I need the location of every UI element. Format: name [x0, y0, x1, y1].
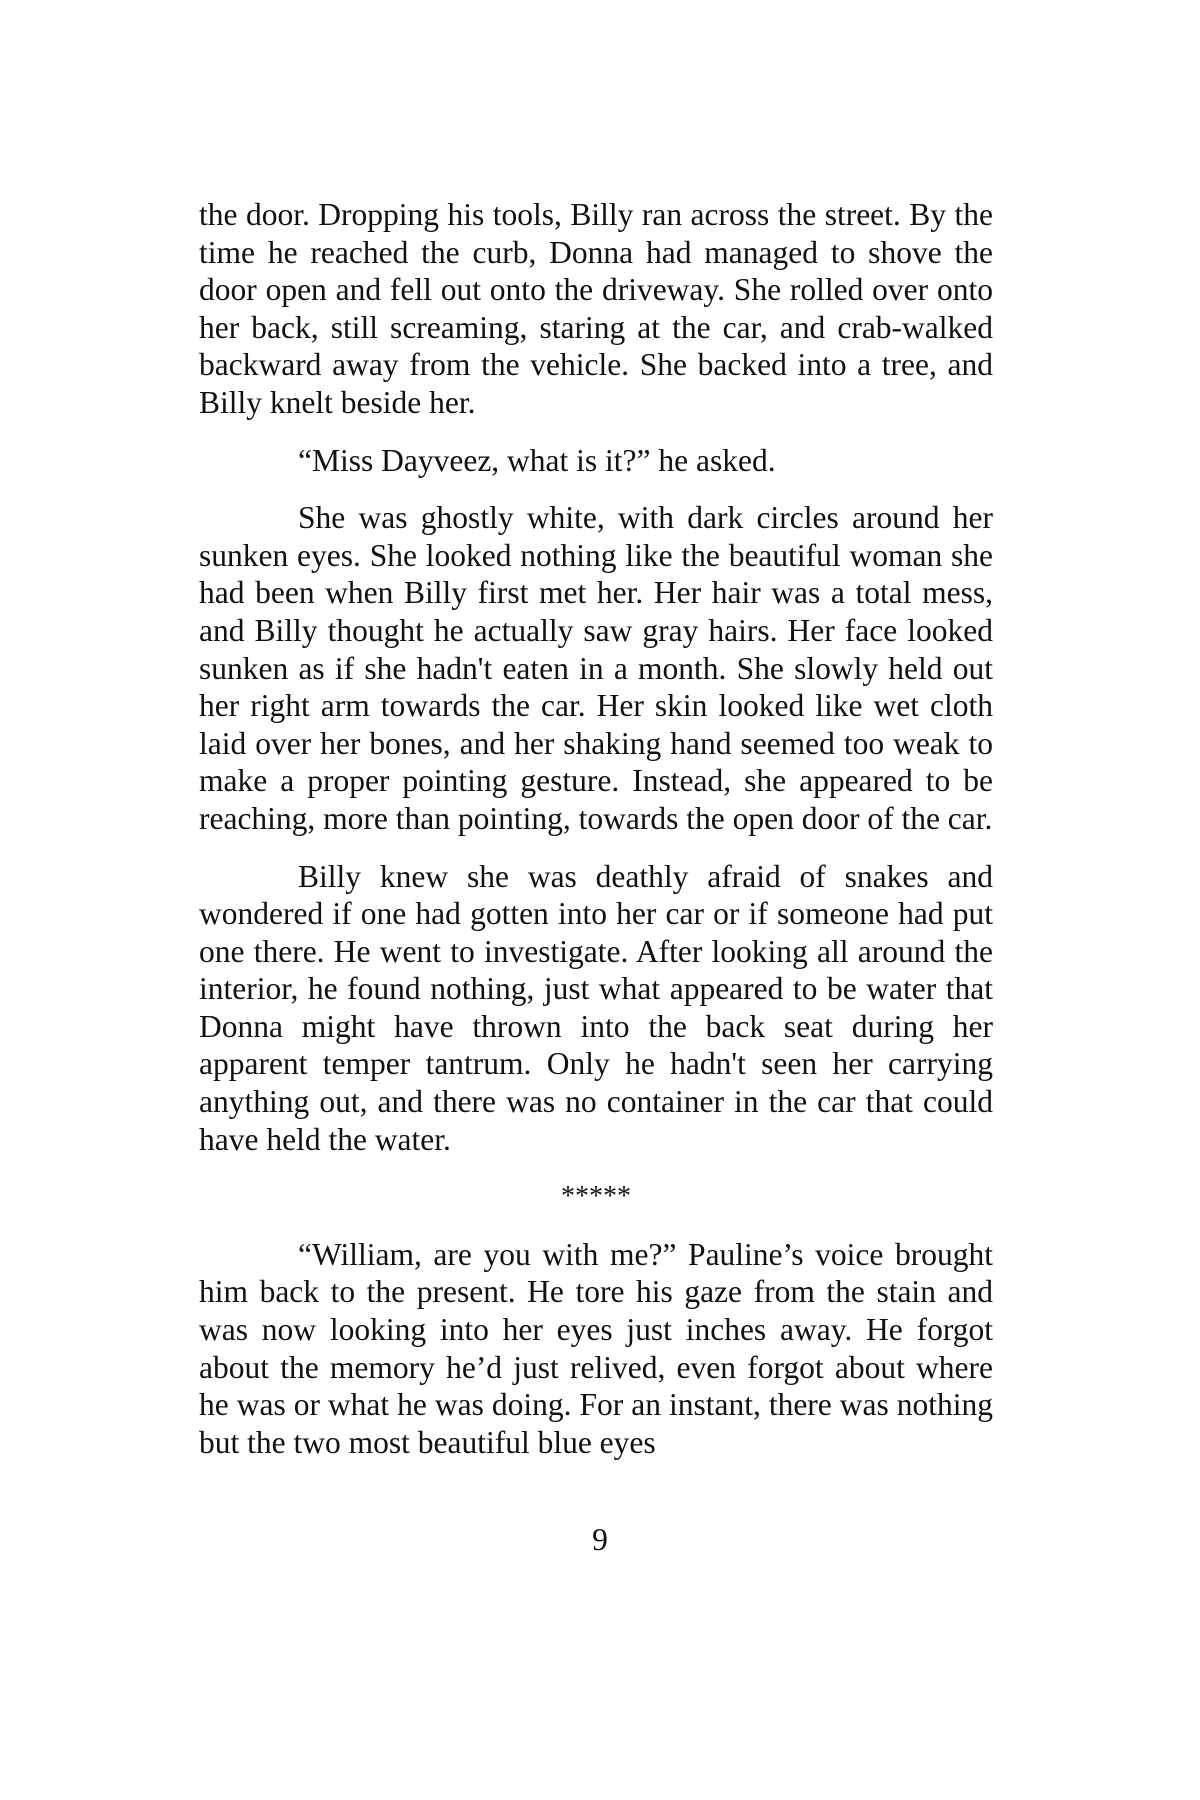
paragraph-description: She was ghostly white, with dark circles around her sunken eyes. She looked nothing like the beautiful woman she had been when Billy first met her. Her hair was a total mess, and Billy thought he actually saw gray hairs. Her face looked sunken as if she hadn't eaten in a month. She slowly held out her right arm towards the car. Her skin looked like wet cloth laid over her bones, and her shaking hand seemed too weak to make a proper pointing gesture. Instead, she appeared to be reaching, more than pointing, towards the open door of the car. — [199, 500, 993, 836]
paragraph-continuation: the door. Dropping his tools, Billy ran across the street. By the time he reached the curb, Donna had managed to shove the door open and fell out onto the driveway. She rolled over onto her back, still screaming, staring at the car, and crab-walked backward away from the vehicle. She backed into a tree, and Billy knelt beside her. — [199, 197, 993, 420]
paragraph-investigation: Billy knew she was deathly afraid of snakes and wondered if one had gotten into her car or if someone had put one there. He went to investigate. After looking all around the interior, he found nothing, just what appeared to be water that Donna might have thrown into the back seat during her apparent temper tantrum. Only he hadn't seen her carrying anything out, and there was no container in the car that could have held the water. — [199, 858, 993, 1157]
paragraph-dialogue: “Miss Dayveez, what is it?” he asked. — [298, 442, 776, 478]
body-text — [199, 196, 993, 1481]
page-number: 9 — [592, 1522, 608, 1557]
scene-break: ***** — [561, 1181, 631, 1213]
paragraph-present: “William, are you with me?” Pauline’s voice brought him back to the present. He tore his gaze from the stain and was now looking into her eyes just inches away. He forgot about the memory he’d just relived, even forgot about where he was or what he was doing. For an instant, there was nothing but the two most beautiful blue eyes — [199, 1236, 993, 1460]
